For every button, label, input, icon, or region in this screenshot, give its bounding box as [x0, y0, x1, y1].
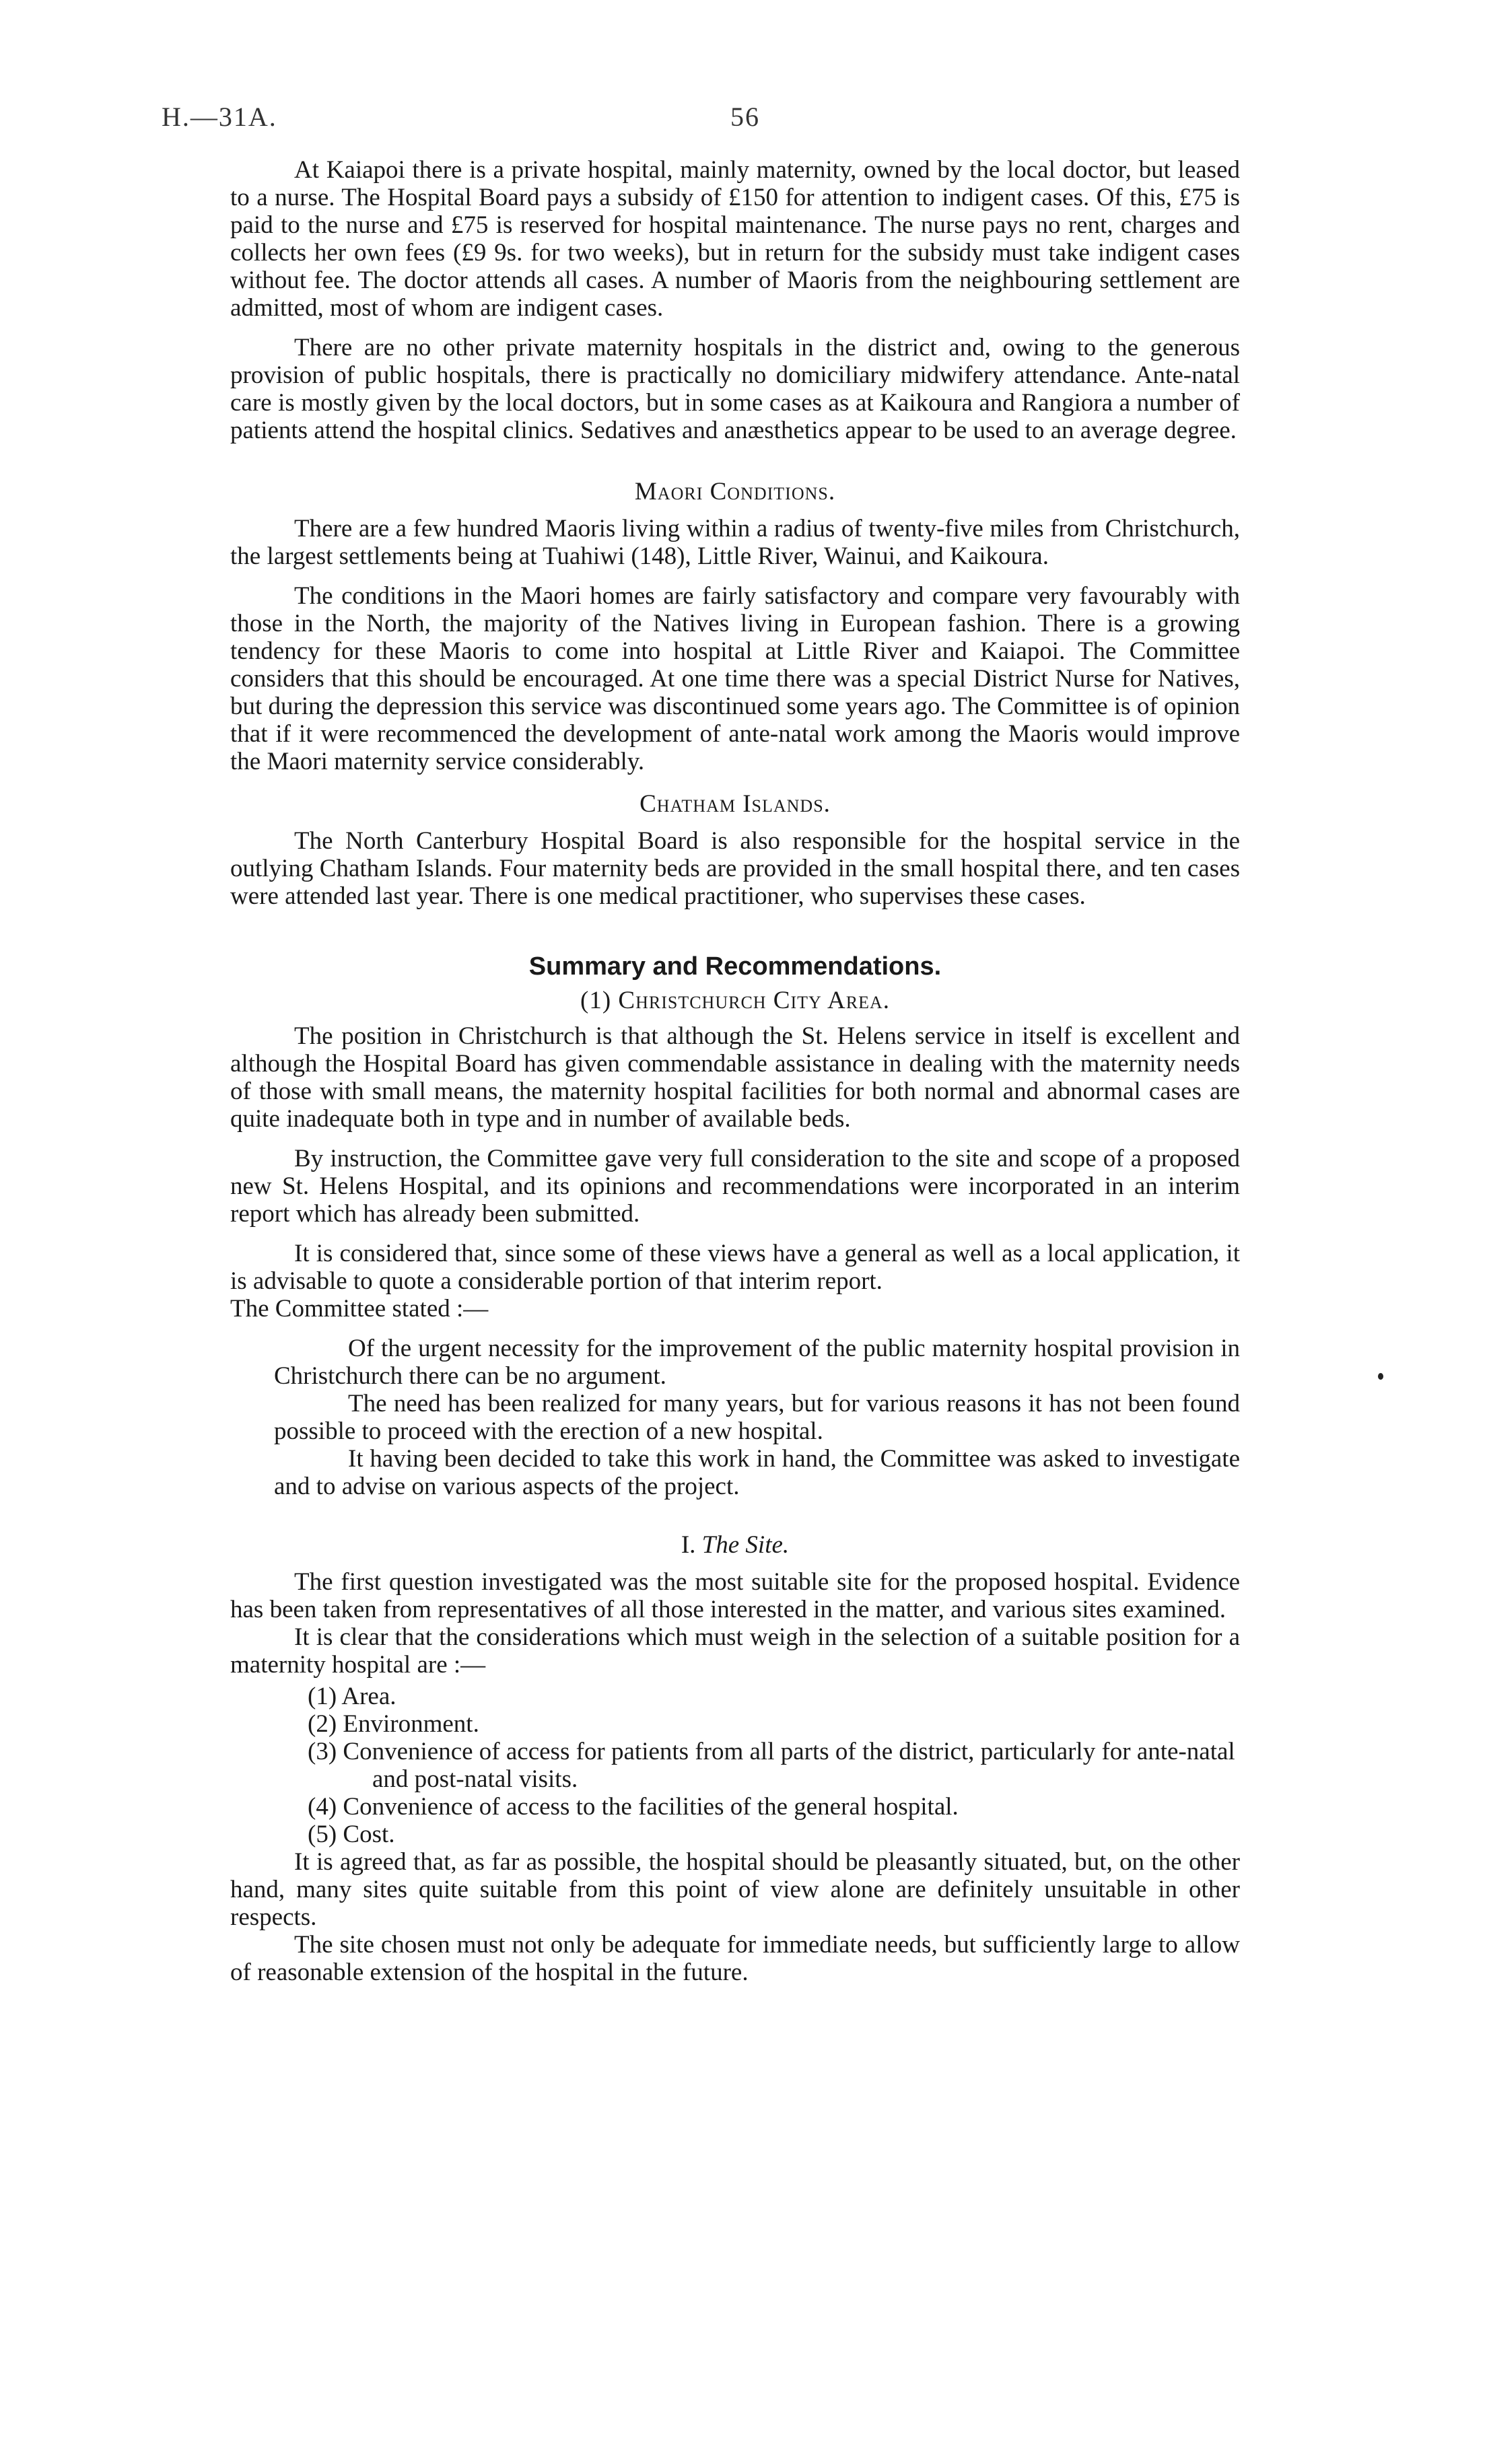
document-body — [230, 156, 1240, 1986]
site-title: The Site. — [701, 1531, 790, 1559]
list-item: (1) Area. — [308, 1683, 396, 1710]
page-number: 56 — [730, 102, 760, 132]
quote-paragraph: Of the urgent necessity for the improvement of the public maternity hospital provision in Christchurch there can be no argument. — [274, 1335, 1240, 1390]
heading-the-site — [230, 1531, 1240, 1559]
paragraph-kaiapoi: At Kaiapoi there is a private hospital, mainly maternity, owned by the local doctor, but leased to a nurse. The Hospital Board pays a subsidy of £150 for attention to indigent cases. Of this, £75 is paid to the nurse and £75 is reserved for hospital maintenance. The nurse pays no rent, charges and collects her own fees (£9 9s. for two weeks), but in return for the subsidy must take indigent cases without fee. The doctor attends all cases. A number of Maoris from the neighbouring settlement are admitted, most of whom are indigent cases. — [230, 156, 1240, 322]
list-item: (3) Convenience of access for patients from all parts of the district, particularly for ante-natal and post-natal visits. — [308, 1738, 1235, 1793]
paragraph-pleasantly-situated: It is agreed that, as far as possible, the hospital should be pleasantly situated, but, on the other hand, many sites quite suitable from this point of view alone are definitely unsuitable in other respects. — [230, 1848, 1240, 1931]
paragraph-site-chosen: The site chosen must not only be adequate for immediate needs, but sufficiently large to allow of reasonable extension of the hospital in the future. — [230, 1931, 1240, 1986]
quote-paragraph: It having been decided to take this work in hand, the Committee was asked to investigate and to advise on various aspects of the project. — [274, 1445, 1240, 1500]
heading-chatham-islands: Chatham Islands. — [639, 790, 831, 818]
paragraph-chatham: The North Canterbury Hospital Board is also responsible for the hospital service in the outlying Chatham Islands. Four maternity beds are provided in the small hospital there, and ten cases were attended last year. There is one medical practitioner, who supervises these cases. — [230, 827, 1240, 910]
paragraph-christchurch-position: The position in Christchurch is that although the St. Helens service in itself is excellent and although the Hospital Board has given commendable assistance in dealing with the maternity needs of those with small means, the maternity hospital facilities for both normal and abnormal cases are quite inadequate both in type and in number of available beds. — [230, 1022, 1240, 1133]
list-item: (5) Cost. — [308, 1821, 395, 1848]
list-item: (2) Environment. — [308, 1710, 479, 1738]
paragraph-instruction: By instruction, the Committee gave very full consideration to the site and scope of a proposed new St. Helens Hospital, and its opinions and recommendations were incorporated in an interim report which has already been submitted. — [230, 1145, 1240, 1228]
heading-christchurch-city-area: (1) Christchurch City Area. — [580, 987, 890, 1014]
paragraph-maori-population: There are a few hundred Maoris living within a radius of twenty-five miles from Christchurch, the largest settlements being at Tuahiwi (148), Little River, Wainui, and Kaikoura. — [230, 515, 1240, 570]
quoted-report — [274, 1335, 1240, 1500]
heading-summary: Summary and Recommendations. — [528, 952, 942, 981]
paragraph-maori-homes: The conditions in the Maori homes are fairly satisfactory and compare very favourably with those in the North, the majority of the Natives living in European fashion. There is a growing tendency for these Maoris to come into hospital at Little River and Kaiapoi. The Committee considers that this should be encouraged. At one time there was a special District Nurse for Natives, but during the depression this service was discontinued some years ago. The Committee is of opinion that if it were recommenced the development of ante-natal work among the Maoris would improve the Maori maternity service considerably. — [230, 582, 1240, 775]
paragraph-considerations: It is clear that the considerations which must weigh in the selection of a suitable position for a maternity hospital are :— — [230, 1623, 1240, 1679]
list-item: (4) Convenience of access to the facilities of the general hospital. — [308, 1793, 959, 1821]
paragraph-considered: It is considered that, since some of these views have a general as well as a local application, it is advisable to quote a considerable portion of that interim report. — [230, 1240, 1240, 1295]
committee-stated: The Committee stated :— — [230, 1295, 489, 1323]
margin-mark — [1378, 1373, 1383, 1380]
paragraph-first-question: The first question investigated was the most suitable site for the proposed hospital. Evidence has been taken from representatives of all those interested in the matter, and various sites examined. — [230, 1568, 1240, 1623]
quote-paragraph: The need has been realized for many years, but for various reasons it has not been found possible to proceed with the erection of a new hospital. — [274, 1390, 1240, 1445]
document-reference: H.—31A. — [162, 102, 277, 132]
site-number: I. — [681, 1531, 696, 1559]
considerations-list — [230, 1683, 1240, 1848]
heading-maori-conditions: Maori Conditions. — [634, 478, 836, 505]
paragraph-private-maternity: There are no other private maternity hospitals in the district and, owing to the generous provision of public hospitals, there is practically no domiciliary midwifery attendance. Ante-natal care is mostly given by the local doctors, but in some cases as at Kaikoura and Rangiora a number of patients attend the hospital clinics. Sedatives and anæsthetics appear to be used to an average degree. — [230, 334, 1240, 444]
